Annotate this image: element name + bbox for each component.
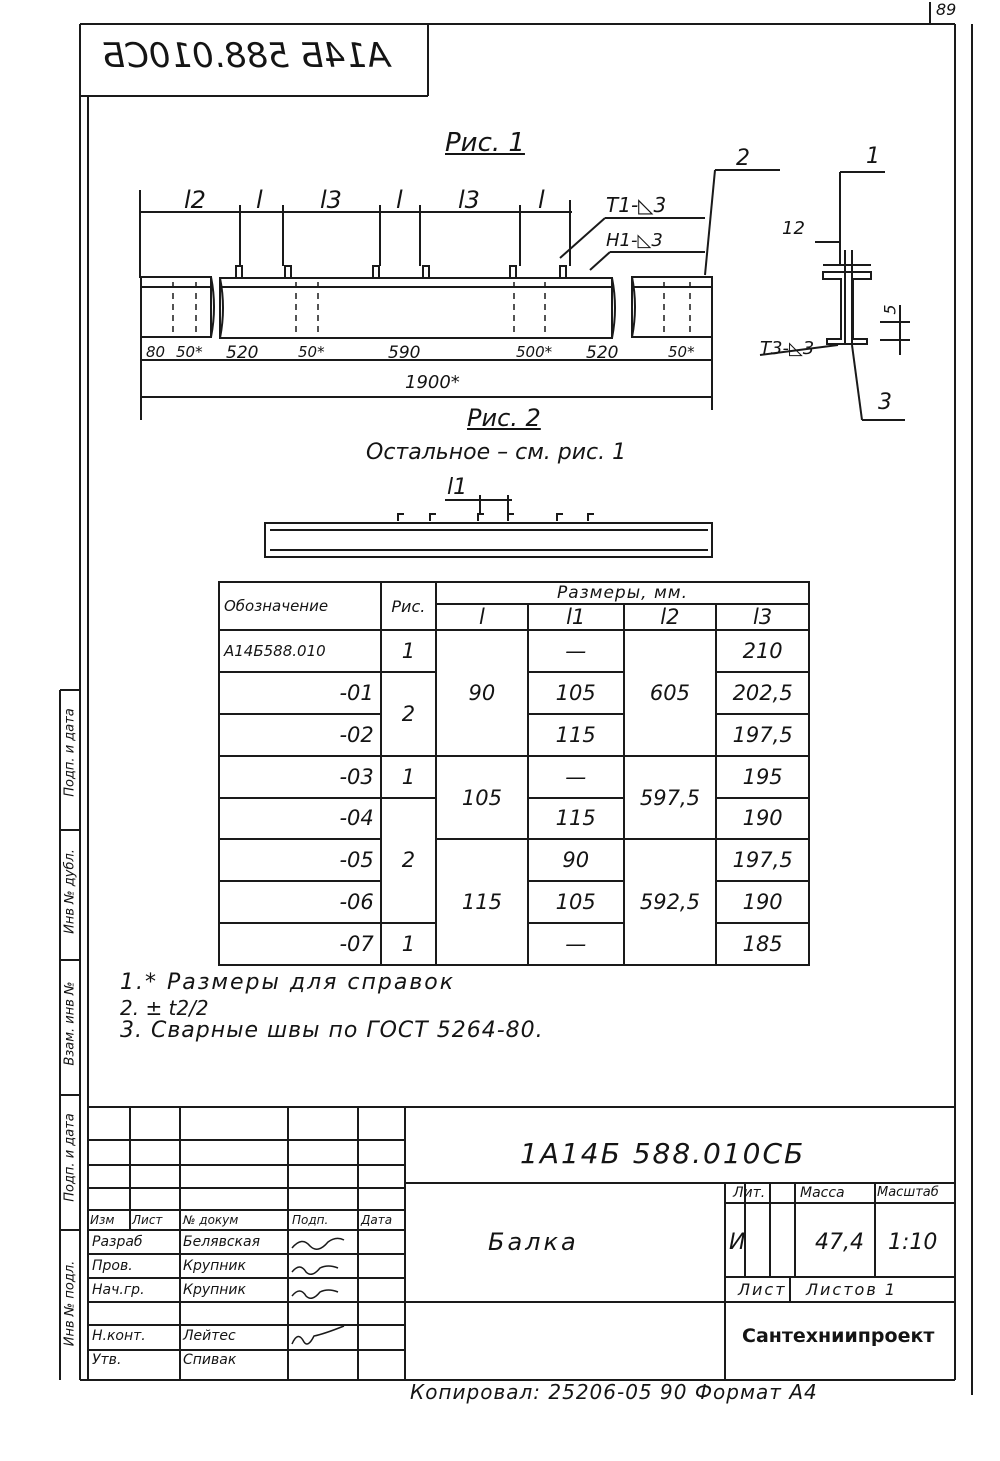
fig1-title: Рис. 1 [445, 128, 525, 158]
side-label-sign-date-2: Подп. и дата [62, 1113, 78, 1202]
table-row: -04 2 115 190 [219, 798, 809, 840]
dim-l-3: l [538, 186, 545, 214]
organization: Сантехниипроект [742, 1325, 935, 1347]
bdim-50c: 50* [668, 343, 695, 361]
weld-label-h1: Н1-◺3 [606, 230, 663, 251]
bdim-520a: 520 [226, 343, 259, 363]
name-checker: Крупник [183, 1258, 246, 1274]
bdim-80: 80 [146, 343, 166, 361]
hdr-sign: Подп. [292, 1213, 329, 1227]
name-approved: Спивак [183, 1352, 237, 1368]
callout-5: 5 [880, 304, 900, 315]
dim-l-2: l [396, 186, 403, 214]
table-row: -03 1 105 — 597,5 195 [219, 756, 809, 798]
callout-1: 1 [866, 144, 880, 169]
table-row: -05 115 90 592,5 197,5 [219, 839, 809, 881]
fig2-note: Остальное – см. рис. 1 [366, 440, 627, 465]
th-l: l [436, 604, 528, 630]
th-l3: l3 [716, 604, 809, 630]
bdim-500: 500* [516, 343, 553, 361]
table-row: -01 2 105 202,5 [219, 672, 809, 714]
note-2: 2. ± t2/2 [120, 996, 209, 1020]
role-checker: Пров. [92, 1258, 133, 1274]
note-3: 3. Сварные швы по ГОСТ 5264-80. [120, 1018, 544, 1043]
mass-value: 47,4 [815, 1230, 864, 1255]
dim-l3-2: l3 [458, 186, 480, 214]
th-fig: Рис. [381, 582, 436, 630]
fig2-dim-l1: l1 [447, 475, 468, 500]
callout-3: 3 [878, 390, 892, 415]
name-head: Крупник [183, 1282, 246, 1298]
bdim-520b: 520 [586, 343, 619, 363]
hdr-date: Дата [361, 1213, 393, 1227]
scale-value: 1:10 [888, 1230, 938, 1255]
sheet-label: Лист [738, 1280, 787, 1299]
role-head: Нач.гр. [92, 1282, 145, 1298]
table-row: -07 1 — 185 [219, 923, 809, 965]
lit-value: И [729, 1230, 746, 1255]
title-name: Балка [488, 1228, 579, 1256]
role-developer: Разраб [92, 1234, 143, 1250]
title-code: 1А14Б 588.010СБ [520, 1137, 806, 1170]
callout-2: 2 [736, 146, 750, 171]
sheets-label: Листов 1 [806, 1280, 898, 1299]
th-l2: l2 [624, 604, 717, 630]
footer-copy-format: Копировал: 25206-05 90 Формат А4 [410, 1380, 818, 1404]
hdr-list: Лист [132, 1213, 163, 1227]
scale-label: Масштаб [877, 1185, 939, 1200]
weld-label-t1: Т1-◺3 [606, 193, 667, 217]
side-label-orig-inv: Инв № подл. [62, 1260, 78, 1347]
role-normcontrol: Н.конт. [92, 1328, 146, 1344]
page-number: 89 [936, 0, 957, 19]
th-dimensions: Размеры, мм. [436, 582, 809, 604]
lit-label: Лит. [733, 1185, 766, 1201]
weld-label-t3: Т3-◺3 [760, 338, 815, 359]
table-row: -02 115 197,5 [219, 714, 809, 756]
table-row: -06 105 190 [219, 881, 809, 923]
hdr-izm: Изм [90, 1213, 115, 1227]
dim-l2: l2 [184, 186, 206, 214]
mass-label: Масса [800, 1185, 845, 1201]
role-approved: Утв. [92, 1352, 122, 1368]
overall-length: 1900* [405, 372, 460, 393]
callout-12: 12 [782, 218, 805, 239]
bdim-50a: 50* [176, 343, 203, 361]
th-l1: l1 [528, 604, 624, 630]
dim-l-1: l [256, 186, 263, 214]
top-code-mirrored: А14Б 588.010СБ [101, 36, 390, 76]
side-label-dup-inv: Инв № дубл. [62, 849, 78, 934]
name-developer: Белявская [183, 1234, 260, 1250]
table-row: А14Б588.010 1 90 — 605 210 [219, 630, 809, 672]
fig2-title: Рис. 2 [467, 404, 541, 432]
bdim-50b: 50* [298, 343, 325, 361]
dim-l3-1: l3 [320, 186, 342, 214]
side-label-sign-date-1: Подп. и дата [62, 708, 78, 797]
th-designation: Обозначение [219, 582, 381, 630]
name-normcontrol: Лейтес [183, 1328, 236, 1344]
bdim-590: 590 [388, 343, 421, 363]
side-label-replace-inv: Взам. инв № [62, 981, 78, 1066]
note-1: 1.* Размеры для справок [120, 970, 456, 995]
hdr-doc: № докум [183, 1213, 239, 1227]
